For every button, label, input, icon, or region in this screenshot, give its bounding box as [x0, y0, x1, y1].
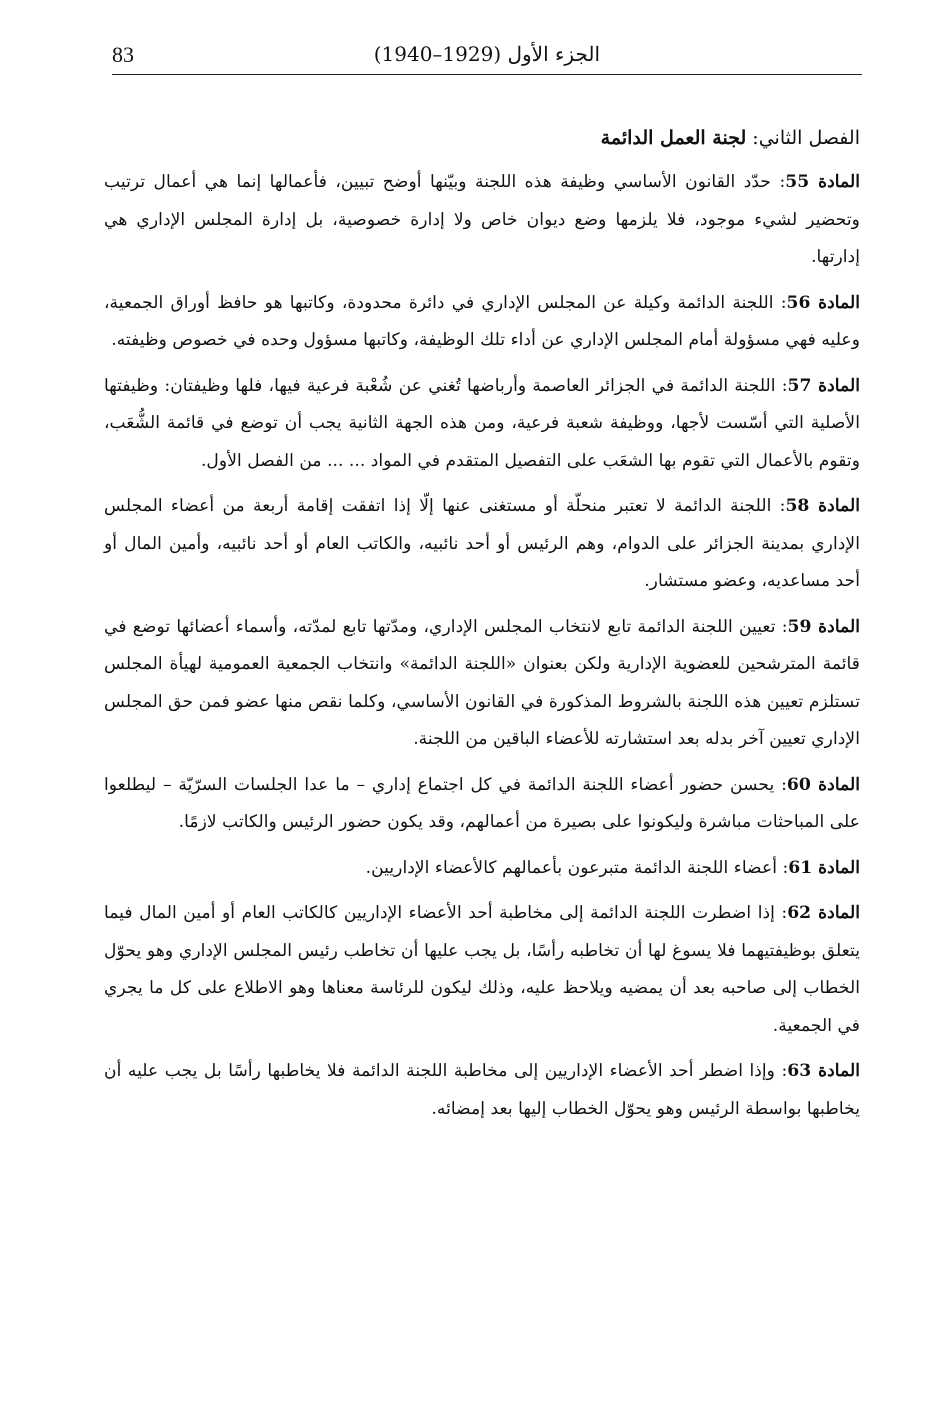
article-label: المادة 60 — [786, 774, 861, 795]
article-label: المادة 55 — [785, 172, 860, 192]
page-header — [112, 38, 862, 78]
chapter-heading — [104, 118, 860, 158]
article-label: المادة 61 — [788, 857, 860, 878]
article-label: المادة 63 — [787, 1061, 860, 1081]
article-label: المادة 58 — [785, 496, 861, 516]
article-55 — [104, 164, 860, 277]
article-56 — [104, 285, 860, 360]
article-60 — [104, 767, 860, 842]
article-62 — [104, 895, 860, 1045]
article-text: : وإذا اضطر أحد الأعضاء الإداريين إلى مخاطبة اللجنة الدائمة فلا يخاطبها رأسًا بل يجب عليه أن يخاطبها بواسطة الرئيس وهو يحوّل الخطاب إليها بعد إمضائه. — [104, 1061, 860, 1119]
article-text: : اللجنة الدائمة وكيلة عن المجلس الإداري في دائرة محدودة، وكاتبها هو حافظ أوراق الجمعية، وعليه فهي مسؤولة أمام المجلس الإداري عن أداء تلك الوظيفة، وكاتبها مسؤول وحده في خصوص وظيفته. — [104, 292, 860, 350]
article-text: : إذا اضطرت اللجنة الدائمة إلى مخاطبة أحد الأعضاء الإداريين كالكاتب العام أو أمين المال فيما يتعلق بوظيفتيهما فلا يسوغ لها أن تخاطبه رأسًا، بل يجب عليها أن تخاطب رئيس المجلس الإداري وهو يحوّل الخطاب إلى صاحبه بعد أن يمضيه ويلاحظ عليه، وذلك ليكون للرئاسة معناها وهو الاطلاع على كل ما يجري في الجمعية. — [104, 903, 860, 1036]
chapter-prefix: الفصل الثاني: — [746, 127, 860, 149]
article-text: : حدّد القانون الأساسي وظيفة هذه اللجنة وبيّنها أوضح تبيين، فأعمالها إنما هي أعمال ترتيب وتحضير لشيء موجود، فلا يلزمها وضع ديوان خاص ولا إدارة خصوصية، بل إدارة المجلس الإداري هي إدارتها. — [104, 172, 860, 267]
running-head: الجزء الأول (1929–1940) — [373, 42, 600, 66]
page-body — [104, 118, 860, 1136]
chapter-title: لجنة العمل الدائمة — [600, 127, 747, 149]
article-text: : اللجنة الدائمة في الجزائر العاصمة وأرباضها تُغني عن شُعْبة فرعية فيها، فلها وظيفتان: وظيفتها الأصلية التي أسّست لأجها، ووظيفة شعبة فرعية، ومن هذه الجهة الثانية يجب أن توضع في قائمة الشُّعَب، وتقوم بالأعمال التي تقوم بها الشعَب على التفصيل المتقدم في المواد ... ... من الفصل الأول. — [104, 375, 860, 471]
article-63 — [104, 1053, 860, 1128]
header-rule — [112, 74, 862, 75]
article-label: المادة 57 — [787, 375, 860, 396]
article-58 — [104, 488, 860, 601]
article-label: المادة 59 — [787, 616, 861, 637]
article-57 — [104, 368, 860, 481]
article-59 — [104, 609, 860, 759]
article-text: : يحسن حضور أعضاء اللجنة الدائمة في كل اجتماع إداري – ما عدا الجلسات السرّيّة – ليطلعوا على المباحثات مباشرة وليكونوا على بصيرة من أعمالهم، وقد يكون حضور الرئيس والكاتب لازمًا. — [104, 774, 860, 832]
article-61 — [104, 850, 860, 888]
page-number: 83 — [112, 42, 134, 67]
article-text: : اللجنة الدائمة لا تعتبر منحلّة أو مستغنى عنها إلّا إذا اتفقت إقامة أربعة من أعضاء المجلس الإداري بمدينة الجزائر على الدوام، وهم الرئيس أو أحد نائبيه، والكاتب العام أو أحد نائبيه، وأمين المال أو أحد مساعديه، وعضو مستشار. — [104, 496, 860, 591]
article-text: : أعضاء اللجنة الدائمة متبرعون بأعمالهم كالأعضاء الإداريين. — [365, 857, 789, 878]
article-text: : تعيين اللجنة الدائمة تابع لانتخاب المجلس الإداري، ومدّتها تابع لمدّته، وأسماء أعضائها توضع في قائمة المترشحين للعضوية الإدارية ولكن بعنوان «اللجنة الدائمة» وانتخاب الجمعية العمومية لهيأة المجلس تستلزم تعيين هذه اللجنة بالشروط المذكورة في القانون الأساسي، وكلما نقص منها عضو فمن حق المجلس الإداري تعيين آخر بدله بعد استشارته للأعضاء الباقين من اللجنة. — [104, 616, 861, 749]
article-label: المادة 56 — [786, 292, 860, 313]
article-label: المادة 62 — [787, 903, 861, 923]
